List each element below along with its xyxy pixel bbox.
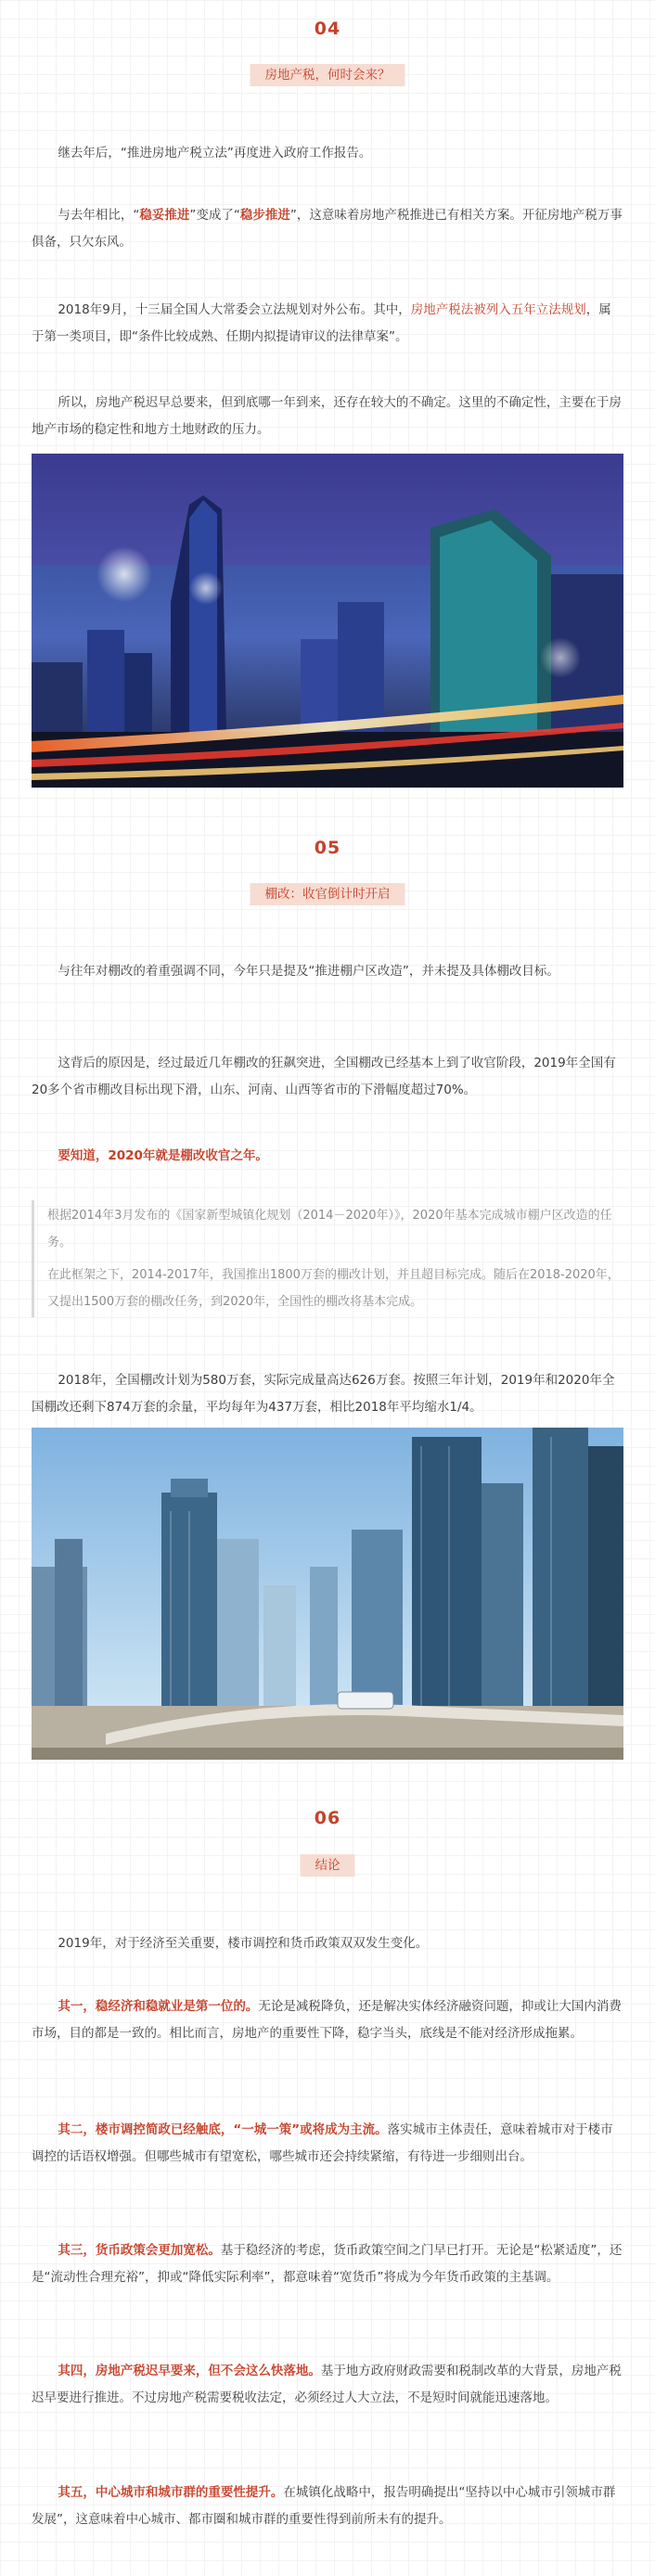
- conclusion-heading: 其一，稳经济和稳就业是第一位的。: [58, 1999, 259, 2014]
- highlight-text: 稳步推进: [239, 208, 290, 223]
- city-skyline-photo: [32, 1428, 623, 1760]
- highlight-text: 稳妥推进: [139, 208, 190, 223]
- section-tag-conclusion: 结论: [301, 1854, 355, 1877]
- paragraph: 与往年对棚改的着重强调不同，今年只是提及“推进棚户区改造”，并未提及具体棚改目标。: [58, 964, 559, 979]
- quote-paragraph: 在此框架之下，2014-2017年，我国推出1800万套的棚改计划，并且超目标完成。随后在2018-2020年，又提出1500万套的棚改任务，到2020年，全国性的棚改将基本完成。: [47, 1268, 620, 1309]
- section-number-06: 06: [314, 1808, 341, 1828]
- paragraph: 这背后的原因是，经过最近几年棚改的狂飙突进，全国棚改已经基本上到了收官阶段，2019年全国有20多个省市棚改目标出现下滑，山东、河南、山西等省市的下滑幅度超过70%。: [32, 1056, 616, 1097]
- conclusion-item-4: 其四，房地产税迟早要来，但不会这么快落地。基于地方政府财政需要和税制改革的大背景，房地产税迟早要进行推进。不过房地产税需要税收法定，必须经过人大立法，不是短时间就能迅速落地。: [32, 2364, 622, 2405]
- paragraph: 所以，房地产税迟早总要来，但到底哪一年到来，还存在较大的不确定。这里的不确定性，主要在于房地产市场的稳定性和地方土地财政的压力。: [32, 395, 622, 437]
- conclusion-item-3: 其三，货币政策会更加宽松。基于稳经济的考虑，货币政策空间之门早已打开。无论是“松紧适度”，还是“流动性合理充裕”，抑或“降低实际利率”，都意味着“宽货币”将成为今年货币政策的主基调。: [32, 2243, 623, 2285]
- night-city-photo: [32, 454, 623, 788]
- highlight-paragraph: 要知道，2020年就是棚改收官之年。: [58, 1148, 268, 1163]
- highlight-text: 房地产税法被列入五年立法规划: [410, 302, 586, 317]
- conclusion-heading: 其五，中心城市和城市群的重要性提升。: [58, 2485, 284, 2500]
- paragraph: 2018年，全国棚改计划为580万套，实际完成量高达626万套。按照三年计划，2019年和2020年全国棚改还剩下874万套的余量，平均每年为437万套，相比2018年平均缩水1/4。: [32, 1373, 615, 1415]
- section-tag-property-tax: 房地产税，何时会来？: [250, 64, 405, 86]
- section-number-05: 05: [314, 838, 341, 858]
- section-tag-shantytown-renovation: 棚改：收官倒计时开启: [250, 883, 405, 905]
- conclusion-item-1: 其一，稳经济和稳就业是第一位的。无论是减税降负，还是解决实体经济融资问题，抑或让大国内消费市场，目的都是一致的。相比而言，房地产的重要性下降，稳字当头，底线是不能对经济形成拖累。: [32, 1999, 622, 2041]
- quote-paragraph: 根据2014年3月发布的《国家新型城镇化规划（2014－2020年）》，2020年基本完成城市棚户区改造的任务。: [47, 1209, 612, 1250]
- conclusion-heading: 其四，房地产税迟早要来，但不会这么快落地。: [58, 2364, 321, 2378]
- paragraph: 与去年相比，“稳妥推进”变成了“稳步推进”，这意味着房地产税推进已有相关方案。开征房地产税万事俱备，只欠东风。: [32, 208, 623, 250]
- conclusion-heading: 其三，货币政策会更加宽松。: [58, 2243, 221, 2258]
- conclusion-heading: 其二，楼市调控简政已经触底，“一城一策”或将成为主流。: [58, 2122, 388, 2137]
- paragraph: 继去年后，“推进房地产税立法”再度进入政府工作报告。: [58, 146, 372, 160]
- conclusion-item-5: 其五，中心城市和城市群的重要性提升。在城镇化战略中，报告明确提出“坚持以中心城市引领城市群发展”，这意味着中心城市、都市圈和城市群的重要性得到前所未有的提升。: [32, 2485, 616, 2527]
- paragraph: 2019年，对于经济至关重要，楼市调控和货币政策双双发生变化。: [58, 1936, 429, 1951]
- section-number-04: 04: [314, 19, 341, 39]
- blockquote: [32, 1200, 623, 1317]
- conclusion-item-2: 其二，楼市调控简政已经触底，“一城一策”或将成为主流。落实城市主体责任，意味着城市对于楼市调控的话语权增强。但哪些城市有望宽松，哪些城市还会持续紧缩，有待进一步细则出台。: [32, 2122, 613, 2164]
- paragraph: 2018年9月，十三届全国人大常委会立法规划对外公布。其中，房地产税法被列入五年立法规划，属于第一类项目，即“条件比较成熟、任期内拟提请审议的法律草案”。: [32, 302, 611, 344]
